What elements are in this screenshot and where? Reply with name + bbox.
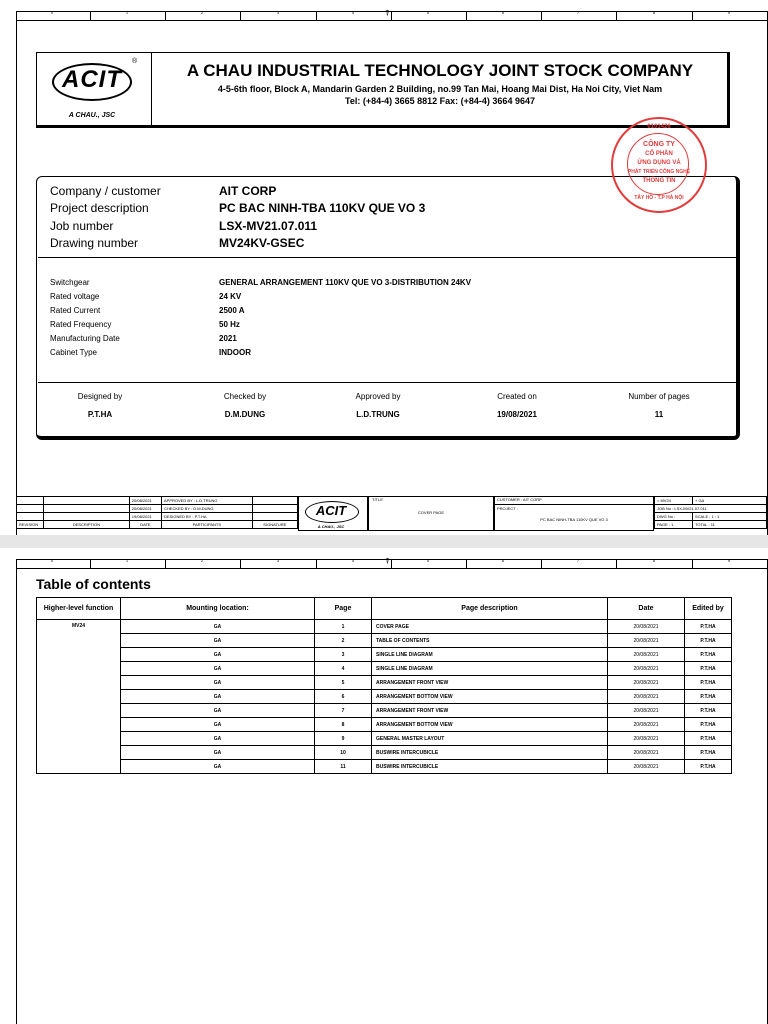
- document-codes-table: [654, 496, 767, 529]
- toc-page-cell: 4: [315, 662, 372, 676]
- titleblock-logo-tagline: A CHAU., JSC: [317, 524, 345, 529]
- created-on-label: Created on: [497, 392, 537, 401]
- toc-date-cell: 20/08/2021: [608, 718, 685, 732]
- rated-voltage-label: Rated voltage: [50, 292, 100, 301]
- titleblock-project-value: PC BAC NINH-TBA 110KV QUE VO 3: [540, 517, 608, 522]
- description-header: DESCRIPTION: [44, 521, 130, 529]
- rated-current-value: 2500 A: [219, 306, 245, 315]
- toc-date-cell: 20/08/2021: [608, 648, 685, 662]
- toc-location-cell: GA: [121, 676, 315, 690]
- toc-date-cell: 20/08/2021: [608, 760, 685, 774]
- ruler-tick: [90, 11, 91, 20]
- revision-table: [16, 496, 298, 529]
- titleblock-logo-text: ACIT: [315, 503, 347, 518]
- ruler-number: 6: [501, 558, 505, 563]
- toc-editor-cell: P.T.HA: [685, 732, 732, 746]
- company-contact: Tel: (+84-4) 3665 8812 Fax: (+84-4) 3664 9647: [345, 96, 535, 106]
- ruler-number: 4: [351, 558, 355, 563]
- rated-frequency-value: 50 Hz: [219, 320, 240, 329]
- ruler-tick: [165, 11, 166, 20]
- drawing-number-label: Drawing number: [50, 236, 139, 250]
- revision-header: REVISION: [17, 521, 44, 529]
- function-column-header: Higher-level function: [37, 598, 121, 620]
- seal-text: CỔ PHẦN: [645, 151, 673, 157]
- revision-date: 20/08/2021: [129, 505, 161, 513]
- toc-page-cell: 10: [315, 746, 372, 760]
- approved-by-value: L.D.TRUNG: [356, 410, 400, 419]
- toc-editor-cell: P.T.HA: [685, 704, 732, 718]
- seal-text: TÂY HỒ - T.P HÀ NỘI: [634, 195, 684, 201]
- logo-brand-text: ACIT: [62, 66, 122, 93]
- toc-description-cell: BUSWIRE INTERCUBICLE: [372, 746, 608, 760]
- toc-title: Table of contents: [36, 576, 151, 592]
- created-on-value: 19/08/2021: [496, 410, 538, 419]
- toc-row: [37, 704, 732, 718]
- codes-row: [655, 497, 767, 505]
- project-description-value: PC BAC NINH-TBA 110KV QUE VO 3: [219, 201, 426, 215]
- frame-line: [16, 559, 17, 1024]
- ruler-number: 8: [652, 558, 656, 563]
- ruler-number: 9: [727, 10, 731, 15]
- toc-date-cell: 20/08/2021: [608, 676, 685, 690]
- company-seal-stamp: [611, 117, 707, 213]
- info-divider: [38, 382, 736, 383]
- manufacturing-date-value: 2021: [219, 334, 237, 343]
- ruler-tick: [391, 11, 392, 20]
- number-of-pages-label: Number of pages: [628, 392, 690, 401]
- ruler-number: 1: [125, 558, 129, 563]
- ruler-tick: [240, 559, 241, 568]
- toc-page-cell: 11: [315, 760, 372, 774]
- ruler-number: 8: [652, 10, 656, 15]
- codes-row: [655, 521, 767, 529]
- ruler-number: 3: [276, 558, 280, 563]
- seal-text: PHÁT TRIỂN CÔNG NGHỆ: [627, 169, 691, 175]
- toc-table: [36, 597, 732, 774]
- ruler-tick: [616, 559, 617, 568]
- toc-row: [37, 746, 732, 760]
- toc-description-cell: ARRANGEMENT FRONT VIEW: [372, 676, 608, 690]
- toc-page-cell: 9: [315, 732, 372, 746]
- drawing-number-code: DWG No :: [655, 513, 693, 521]
- codes-row: [655, 513, 767, 521]
- ruler-tick: [316, 11, 317, 20]
- toc-editor-cell: P.T.HA: [685, 620, 732, 634]
- cabinet-type-value: INDOOR: [219, 348, 251, 357]
- toc-description-cell: COVER PAGE: [372, 620, 608, 634]
- rated-current-label: Rated Current: [50, 306, 101, 315]
- ruler-number: 7: [576, 10, 580, 15]
- seal-text: 0101426: [647, 124, 671, 130]
- revision-date: 20/08/2021: [129, 497, 161, 505]
- revision-row: [17, 505, 298, 513]
- toc-editor-cell: P.T.HA: [685, 746, 732, 760]
- toc-description-cell: TABLE OF CONTENTS: [372, 634, 608, 648]
- toc-location-cell: GA: [121, 732, 315, 746]
- switchgear-label: Switchgear: [50, 278, 90, 287]
- total-code: TOTAL : 11: [693, 521, 767, 529]
- toc-header-row: [37, 598, 732, 620]
- toc-page-cell: 1: [315, 620, 372, 634]
- toc-row: [37, 634, 732, 648]
- toc-page-cell: 2: [315, 634, 372, 648]
- ruler-tick: [466, 11, 467, 20]
- toc-editor-cell: P.T.HA: [685, 634, 732, 648]
- designed-by-label: Designed by: [77, 392, 123, 401]
- ruler-number: 3: [276, 10, 280, 15]
- toc-row: [37, 760, 732, 774]
- toc-location-cell: GA: [121, 662, 315, 676]
- rated-voltage-value: 24 KV: [219, 292, 242, 301]
- toc-description-cell: SINGLE LINE DIAGRAM: [372, 648, 608, 662]
- titleblock-project-label: PROJECT :: [497, 506, 518, 511]
- registered-mark: ®: [132, 58, 138, 65]
- toc-date-cell: 20/08/2021: [608, 620, 685, 634]
- ruler-tick: [316, 559, 317, 568]
- toc-editor-cell: P.T.HA: [685, 676, 732, 690]
- toc-location-cell: GA: [121, 620, 315, 634]
- toc-description-cell: ARRANGEMENT FRONT VIEW: [372, 704, 608, 718]
- company-name: A CHAU INDUSTRIAL TECHNOLOGY JOINT STOCK COMPANY: [186, 61, 694, 80]
- toc-page-cell: 3: [315, 648, 372, 662]
- toc-body: [37, 620, 732, 774]
- toc-description-cell: GENERAL MASTER LAYOUT: [372, 732, 608, 746]
- toc-page-cell: 7: [315, 704, 372, 718]
- customer-row-line: [494, 504, 654, 505]
- revision-role: CHECKED BY : D.M.DUNG: [162, 505, 253, 513]
- checked-by-value: D.M.DUNG: [224, 410, 266, 419]
- participants-header: PARTICIPANTS: [162, 521, 253, 529]
- location-column-header: Mounting location:: [121, 598, 315, 620]
- customer-value: AIT CORP: [219, 184, 277, 198]
- title-label: TITLE: [372, 497, 383, 502]
- sheet-gap: [0, 535, 768, 548]
- function-code: = MV24: [655, 497, 693, 505]
- toc-page-cell: 8: [315, 718, 372, 732]
- toc-row: [37, 732, 732, 746]
- toc-row: [37, 620, 732, 634]
- toc-row: [37, 690, 732, 704]
- toc-date-cell: 20/08/2021: [608, 746, 685, 760]
- center-mark-icon: ⍒: [385, 9, 390, 18]
- description-column-header: Page description: [372, 598, 608, 620]
- ruler-tick: [90, 559, 91, 568]
- page-code: PAGE : 1: [655, 521, 693, 529]
- toc-editor-cell: P.T.HA: [685, 690, 732, 704]
- toc-location-cell: GA: [121, 718, 315, 732]
- toc-description-cell: ARRANGEMENT BOTTOM VIEW: [372, 690, 608, 704]
- toc-page-cell: 6: [315, 690, 372, 704]
- seal-text: THÔNG TIN: [642, 178, 676, 184]
- ruler-tick: [466, 559, 467, 568]
- toc-row: [37, 718, 732, 732]
- toc-date-cell: 20/08/2021: [608, 690, 685, 704]
- ruler-number: 2: [200, 10, 204, 15]
- toc-editor-cell: P.T.HA: [685, 760, 732, 774]
- revision-date: 19/08/2021: [129, 513, 161, 521]
- approved-by-label: Approved by: [355, 392, 401, 401]
- customer-label: Company / customer: [50, 184, 161, 198]
- number-of-pages-value: 11: [654, 410, 664, 419]
- seal-text: ỨNG DỤNG VÀ: [637, 160, 681, 166]
- ruler-number: 2: [200, 558, 204, 563]
- toc-description-cell: BUSWIRE INTERCUBICLE: [372, 760, 608, 774]
- title-value: COVER PAGE: [417, 510, 445, 515]
- switchgear-value: GENERAL ARRANGEMENT 110KV QUE VO 3-DISTRIBUTION 24KV: [219, 278, 472, 287]
- toc-editor-cell: P.T.HA: [685, 648, 732, 662]
- toc-date-cell: 20/08/2021: [608, 704, 685, 718]
- toc-row: [37, 662, 732, 676]
- ruler-tick: [240, 11, 241, 20]
- toc-date-cell: 20/08/2021: [608, 634, 685, 648]
- toc-editor-cell: P.T.HA: [685, 718, 732, 732]
- ruler-tick: [616, 11, 617, 20]
- date-header: DATE: [129, 521, 161, 529]
- codes-row: [655, 505, 767, 513]
- rated-frequency-label: Rated Frequency: [50, 320, 112, 329]
- revision-role: APPROVED BY : L.D.TRUNG: [162, 497, 253, 505]
- toc-row: [37, 648, 732, 662]
- toc-function-cell: MV24: [37, 620, 121, 774]
- titleblock-customer: CUSTOMER : AIT CORP: [497, 497, 542, 502]
- checked-by-label: Checked by: [223, 392, 267, 401]
- ruler-number: 0: [50, 10, 54, 15]
- toc-location-cell: GA: [121, 704, 315, 718]
- info-divider: [38, 257, 736, 258]
- center-mark-icon: ⍒: [385, 557, 390, 566]
- toc-date-cell: 20/08/2021: [608, 662, 685, 676]
- ruler-number: 5: [426, 558, 430, 563]
- drawing-number-value: MV24KV-GSEC: [219, 236, 305, 250]
- revision-role: DESIGNED BY : P.T.HA: [162, 513, 253, 521]
- toc-location-cell: GA: [121, 690, 315, 704]
- cabinet-type-label: Cabinet Type: [50, 348, 97, 357]
- ruler-tick: [541, 559, 542, 568]
- frame-line: [16, 11, 17, 535]
- toc-location-cell: GA: [121, 648, 315, 662]
- job-number-code: JOB No : LSX-MV21.07.011: [655, 505, 767, 513]
- toc-location-cell: GA: [121, 760, 315, 774]
- ruler-number: 6: [501, 10, 505, 15]
- sheet-ruler: [16, 559, 768, 569]
- ruler-number: 4: [351, 10, 355, 15]
- scale-code: SCALE : 1 : 1: [693, 513, 767, 521]
- signature-header: SIGNATURE: [252, 521, 297, 529]
- ruler-tick: [165, 559, 166, 568]
- toc-location-cell: GA: [121, 746, 315, 760]
- ruler-number: 9: [727, 558, 731, 563]
- toc-row: [37, 676, 732, 690]
- revision-row: [17, 513, 298, 521]
- ruler-number: 5: [426, 10, 430, 15]
- revision-row: [17, 497, 298, 505]
- ruler-tick: [391, 559, 392, 568]
- job-number-value: LSX-MV21.07.011: [219, 219, 318, 233]
- ruler-tick: [692, 559, 693, 568]
- toc-editor-cell: P.T.HA: [685, 662, 732, 676]
- ruler-number: 0: [50, 558, 54, 563]
- toc-date-cell: 20/08/2021: [608, 732, 685, 746]
- manufacturing-date-label: Manufacturing Date: [50, 334, 120, 343]
- location-code: + GA: [693, 497, 767, 505]
- revision-header-row: [17, 521, 298, 529]
- project-description-label: Project description: [50, 201, 149, 215]
- ruler-number: 7: [576, 558, 580, 563]
- designed-by-value: P.T.HA: [87, 410, 113, 419]
- ruler-tick: [541, 11, 542, 20]
- toc-page-cell: 5: [315, 676, 372, 690]
- editor-column-header: Edited by: [685, 598, 732, 620]
- date-column-header: Date: [608, 598, 685, 620]
- toc-description-cell: ARRANGEMENT BOTTOM VIEW: [372, 718, 608, 732]
- sheet-ruler: [16, 11, 768, 21]
- company-address: 4-5-6th floor, Block A, Mandarin Garden 2 Building, no.99 Tan Mai, Hoang Mai Dist, Ha Noi City, Viet Nam: [217, 84, 663, 94]
- seal-text: CÔNG TY: [643, 141, 675, 148]
- ruler-tick: [692, 11, 693, 20]
- toc-location-cell: GA: [121, 634, 315, 648]
- job-number-label: Job number: [50, 219, 114, 233]
- ruler-number: 1: [125, 10, 129, 15]
- page-column-header: Page: [315, 598, 372, 620]
- toc-description-cell: SINGLE LINE DIAGRAM: [372, 662, 608, 676]
- logo-tagline: A CHAU., JSC: [68, 112, 116, 119]
